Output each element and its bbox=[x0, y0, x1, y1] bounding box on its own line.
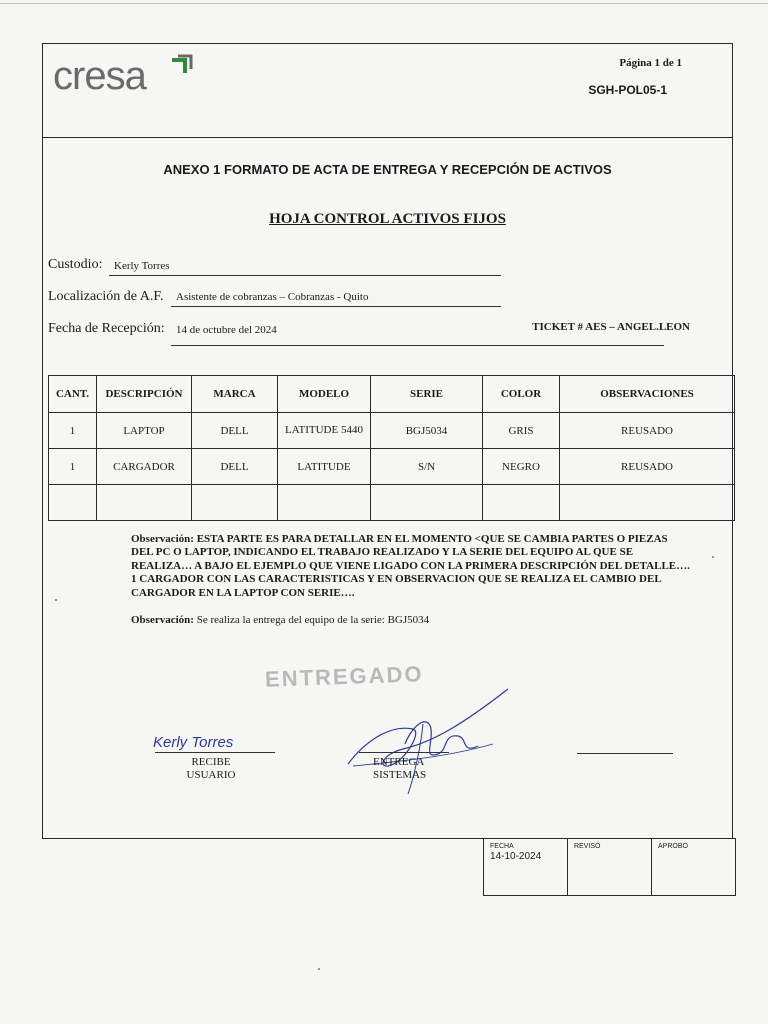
column-header: COLOR bbox=[483, 376, 560, 413]
table-cell: CARGADOR bbox=[97, 449, 192, 485]
approval-table bbox=[483, 838, 736, 896]
table-cell bbox=[371, 485, 483, 521]
approval-reviewed-label: REVISÓ bbox=[574, 843, 601, 850]
deliverer-role-line-1: ENTREGA bbox=[373, 756, 425, 768]
scan-edge-line bbox=[0, 3, 768, 4]
scan-speck bbox=[318, 968, 320, 970]
custodian-underline bbox=[109, 275, 501, 276]
date-label: Fecha de Recepción: bbox=[48, 321, 165, 336]
receiver-role bbox=[161, 756, 261, 782]
page-number: Página 1 de 1 bbox=[619, 57, 682, 69]
annex-title: ANEXO 1 FORMATO DE ACTA DE ENTREGA Y RECEPCIÓN DE ACTIVOS bbox=[163, 162, 612, 177]
scan-speck bbox=[55, 599, 57, 601]
observation-label: Observación: bbox=[131, 614, 194, 626]
company-logo bbox=[53, 52, 193, 102]
table-cell: REUSADO bbox=[560, 449, 735, 485]
ticket-number: TICKET # AES – ANGEL.LEON bbox=[532, 321, 690, 333]
scan-speck bbox=[712, 556, 714, 558]
table-cell bbox=[192, 485, 278, 521]
table-cell: DELL bbox=[192, 449, 278, 485]
receiver-role-line-2: USUARIO bbox=[186, 769, 236, 781]
table-cell: NEGRO bbox=[483, 449, 560, 485]
approval-row bbox=[484, 839, 736, 896]
table-cell: LATITUDE bbox=[278, 449, 371, 485]
date-underline bbox=[171, 345, 664, 346]
custodian-label: Custodio: bbox=[48, 257, 103, 272]
table-row bbox=[49, 485, 735, 521]
table-cell: BGJ5034 bbox=[371, 413, 483, 449]
custodian-value: Kerly Torres bbox=[114, 260, 170, 272]
logo-wordmark: cresa bbox=[53, 54, 146, 98]
location-label: Localización de A.F. bbox=[48, 289, 164, 304]
observation-label: Observación: bbox=[131, 533, 194, 545]
column-header: SERIE bbox=[371, 376, 483, 413]
column-header: MARCA bbox=[192, 376, 278, 413]
table-row bbox=[49, 449, 735, 485]
table-cell bbox=[97, 485, 192, 521]
table-cell bbox=[560, 485, 735, 521]
observation-serial: BGJ5034 bbox=[387, 614, 430, 626]
logo-arrow-icon bbox=[169, 54, 195, 80]
date-value: 14 de octubre del 2024 bbox=[176, 324, 277, 336]
receiver-signature-line bbox=[155, 752, 275, 753]
receiver-role-line-1: RECIBE bbox=[191, 756, 231, 768]
table-cell: REUSADO bbox=[560, 413, 735, 449]
assets-table bbox=[48, 375, 735, 521]
observation-text: Se realiza la entrega del equipo de la serie: bbox=[196, 614, 385, 626]
observation-text: ESTA PARTE ES PARA DETALLAR EN EL MOMENTO <QUE SE CAMBIA PARTES O PIEZAS DEL PC O LAPTOP, INDICANDO EL TRABAJO REALIZADO Y LA SERIE DEL EQUIPO AL QUE SE REALIZA… A BAJO EL EJEMPLO QUE VIENE LIGADO CON LA PRIMERA DESCRIPCIÓN DEL DETALLE…. 1 CARGADOR CON LAS CARACTERISTICAS Y EN OBSERVACION QUE SE REALIZA EL CAMBIO DEL CARGADOR EN LA LAPTOP CON SERIE…. bbox=[131, 533, 690, 599]
table-cell: 1 bbox=[49, 449, 97, 485]
delivered-stamp: ENTREGADO bbox=[264, 661, 424, 692]
sheet-title: HOJA CONTROL ACTIVOS FIJOS bbox=[269, 211, 506, 227]
deliverer-role bbox=[373, 756, 453, 782]
table-cell bbox=[483, 485, 560, 521]
table-header-row bbox=[49, 376, 735, 413]
approval-date-value: 14-10-2024 bbox=[490, 851, 542, 862]
table-cell bbox=[49, 485, 97, 521]
observation-note bbox=[131, 533, 691, 600]
approval-reviewed-cell bbox=[568, 839, 652, 896]
approval-approved-label: APROBO bbox=[658, 843, 688, 850]
approval-date-cell bbox=[484, 839, 568, 896]
table-cell: GRIS bbox=[483, 413, 560, 449]
approval-approved-cell bbox=[652, 839, 736, 896]
column-header: OBSERVACIONES bbox=[560, 376, 735, 413]
receiver-signature: Kerly Torres bbox=[153, 734, 234, 751]
table-cell: 1 bbox=[49, 413, 97, 449]
deliverer-role-line-2: SISTEMAS bbox=[373, 769, 427, 781]
table-cell: LAPTOP bbox=[97, 413, 192, 449]
location-value: Asistente de cobranzas – Cobranzas - Quito bbox=[176, 291, 369, 303]
third-signature-line bbox=[577, 753, 673, 754]
table-cell: DELL bbox=[192, 413, 278, 449]
document-frame bbox=[42, 43, 733, 839]
table-cell bbox=[278, 485, 371, 521]
document-code: SGH-POL05-1 bbox=[588, 83, 667, 97]
table-cell: LATITUDE 5440 bbox=[278, 413, 371, 449]
header-divider bbox=[43, 137, 732, 138]
table-row bbox=[49, 413, 735, 449]
column-header: CANT. bbox=[49, 376, 97, 413]
delivery-observation bbox=[131, 614, 429, 626]
approval-date-label: FECHA bbox=[490, 843, 514, 850]
table-cell: S/N bbox=[371, 449, 483, 485]
deliverer-signature-line bbox=[359, 752, 449, 753]
column-header: MODELO bbox=[278, 376, 371, 413]
column-header: DESCRIPCIÓN bbox=[97, 376, 192, 413]
location-underline bbox=[171, 306, 501, 307]
